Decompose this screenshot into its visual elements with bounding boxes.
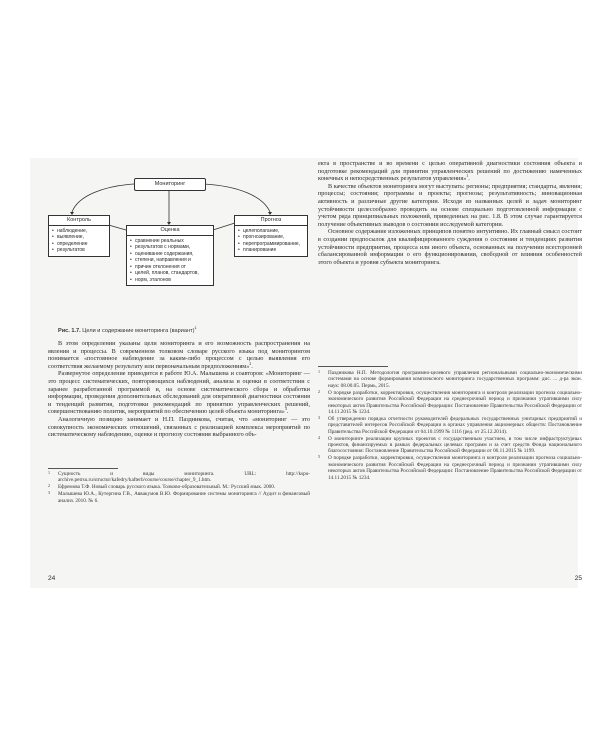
diagram-assessment-title: Оценка	[127, 226, 213, 236]
diagram-assessment-item: • сравнение реальных	[135, 238, 210, 245]
diagram-forecast-item: • перепрограммирование,	[243, 241, 304, 248]
diagram-root-label: Мониторинг	[154, 181, 186, 187]
footnote-text: Сущность и виды мониторинга. URL: http://kspu-archive.petrsu.ru/structur/kafedry/kafterb/course/course/chapter_9_1.htm.	[58, 471, 310, 484]
diagram-assessment-item: • целей, планов, стандартов,	[135, 270, 210, 277]
diagram-assessment-item: • результатов с нормами,	[135, 244, 210, 251]
left-body-text	[48, 340, 310, 439]
paragraph-end: .	[251, 362, 253, 370]
diagram-control-box	[48, 215, 110, 257]
footnote-ref: 1	[466, 173, 469, 179]
page-number: 24	[48, 575, 56, 582]
diagram-forecast-item: • целеполагание,	[243, 228, 304, 235]
right-body-text	[318, 160, 582, 266]
diagram-control-title: Контроль	[49, 216, 109, 226]
footnote-number: 2	[318, 388, 320, 394]
footnote-number: 1	[48, 470, 50, 475]
footnote-number: 4	[318, 434, 320, 440]
diagram-forecast-item: • прогнозирование,	[243, 234, 304, 241]
page-number: 25	[574, 575, 582, 582]
paragraph	[48, 370, 310, 416]
footnote-ref: 2	[249, 360, 252, 366]
footnote	[48, 484, 310, 490]
diagram-control-item: • выявление,	[57, 234, 106, 241]
diagram-assessment-list	[127, 236, 213, 286]
paragraph-text: Аналогичную позицию занимает и Н.П. Паздникова, считая, что «мониторинг — это совокупность экономических отношений, связанных с реализацией комплекса мероприятий по систематическому наблюдению, оценке и прогнозу состояния выбранного объ-	[48, 415, 310, 439]
paragraph-text: Основное содержание изложенных принципов понятно интуитивно. Их главный смысл состоит в создании предпосылок для квалифицированного суждения о состоянии и тенденциях развития устойчивости предприятия, процесса или иного объекта, основанных на получении всесторонней сбалансированной информации о его функционировании, свободной от влияния особенностей этого объекта и уровня субъекта мониторинга.	[318, 228, 582, 266]
diagram-root-box	[134, 178, 206, 191]
footnote	[318, 455, 582, 481]
diagram-control-item: • результатов	[57, 247, 106, 254]
paragraph	[48, 416, 310, 439]
diagram-assessment-item: • степени, направления и	[135, 257, 210, 264]
footnote-text: Паздникова Н.П. Методология программно-целевого управления региональными социально-экономическими системами на основе формирования комплексного мониторинга государственных программ: дис. ... д-ра экон. наук: 08.00.05. Пермь, 2015.	[328, 370, 582, 389]
figure-caption	[58, 325, 308, 334]
paragraph	[318, 183, 582, 229]
diagram-assessment-item: • причин отклонения от	[135, 264, 210, 271]
diagram-forecast-list	[235, 226, 307, 256]
figure-footnote-ref: 1	[194, 325, 197, 331]
diagram-assessment-item: • оценивание содержания,	[135, 251, 210, 258]
footnote-ref: 3	[284, 406, 287, 412]
footnote-number: 1	[318, 369, 320, 374]
diagram-assessment-box	[126, 225, 214, 286]
footnote	[318, 436, 582, 455]
figure-label: Рис. 1.7.	[58, 328, 81, 334]
paragraph	[48, 340, 310, 370]
footnote	[318, 390, 582, 416]
paragraph	[318, 160, 582, 183]
paragraph-text: Развернутое определение приводится в работе Ю.А. Малышева и соавторов: «Мониторинг — это процесс систематических, повторяющихся наблюдений, анализа и оценки в соответствии с заранее разработанной программой и, на основе систематического сбора и обработки информации, проведения дополнительных обследований для оперативной диагностики состояния и тенденций развития, подготовки рекомендаций по принятию управленческих решений, совершенствованию политик, мероприятий по обеспечению целей объекта мониторинга»	[48, 370, 310, 416]
footnote	[48, 491, 310, 504]
footnote-number: 3	[318, 414, 320, 420]
footnote-text: Об утверждении порядка отчетности руководителей федеральных государственных унитарных предприятий и представителей интересов Российской Федерации в органах управления акционерных обществ: Постановление Правительства Российской Федерации от 04.10.1999 № 1116 (ред. от 25.12.2014).	[328, 415, 582, 435]
right-page	[318, 160, 582, 585]
paragraph-end: .	[286, 408, 289, 416]
diagram-forecast-box	[234, 215, 308, 257]
diagram-assessment-item: • норм, эталонов	[135, 277, 210, 284]
footnote-text: Малышева Ю.А., Кутергина Г.В., Аввакумов В.Ю. Формирование системы мониторинга // Аудит и финансовый анализ. 2010. № 6.	[58, 491, 310, 504]
footnote-text: О мониторинге реализации крупных проектов с государственным участием, в том числе инфраструктурных проектов, финансируемых в рамках федеральных целевых программ и за счет средств Фонда национального благосостояния: Постановление Правительства Российской Федерации от 06.11.2015 № 1199.	[328, 435, 582, 455]
footnote-rule	[318, 366, 388, 367]
paragraph-text: В этом определении указаны цели мониторинга и его возможность распространения на явления и процессы. В современном толковом словаре русского языка под мониторингом понимается «постоянное наблюдение за каким-либо процессом с целью выявления его соответствия желаемому результату или первоначальным предположениям»	[48, 340, 310, 370]
footnote-text: Ефремова Т.Ф. Новый словарь русского языка. Толково-образовательный. М.: Русский язык. 2000.	[58, 484, 276, 491]
paragraph	[318, 228, 582, 266]
diagram-control-item: • наблюдение,	[57, 228, 106, 235]
footnote	[318, 370, 582, 389]
paragraph-text: В качестве объектов мониторинга могут выступать: регионы; предприятия; стандарты, явления; процессы; состояния; программы и проекты; прогнозы; результативность; инновационная активность и различные другие категории. Исходя из названных целей и задач мониторинг устойчивости целесообразно проводить на основе специально подготовленной информации с учетом ряда принципиальных положений, приведенных на рис. 1.8. В этом случае гарантируется получение объективных выводов о состоянии исследуемой категории.	[318, 182, 582, 228]
footnote-text: О порядке разработки, корректировки, осуществления мониторинга и контроля реализации прогноза социально-экономического развития Российской Федерации на среднесрочный период и признании утратившими силу некоторых актов Правительства Российской Федерации: Постановление Правительства Российской Федерации от 14.11.2015 № 1234.	[328, 389, 582, 415]
left-footnotes	[48, 471, 310, 505]
footnote	[318, 416, 582, 435]
footnote-number: 2	[48, 483, 50, 489]
diagram-forecast-item: • планирование	[243, 247, 304, 254]
paragraph-end: .	[468, 175, 470, 183]
footnote	[48, 471, 310, 484]
left-page	[48, 160, 310, 585]
diagram-control-list	[49, 226, 109, 256]
footnote-rule	[48, 468, 118, 469]
right-footnotes	[318, 370, 582, 481]
paragraph-text: екта в пространстве и во времени с целью оперативной диагностики состояния объекта и подготовке рекомендаций для принятия управленческих решений по достижению намеченных конечных и непосредственных результатов управления»	[318, 160, 582, 183]
footnote-number: 5	[318, 454, 320, 460]
diagram-control-item: • определение	[57, 241, 106, 248]
footnote-text: О порядке разработки, корректировки, осуществления мониторинга и контроля реализации прогноза социально-экономического развития Российской Федерации на среднесрочный период и признании утратившими силу некоторых актов Правительства Российской Федерации: Постановление Правительства Российской Федерации от 14.11.2015 № 1234.	[328, 455, 582, 481]
figure-title: Цели и содержание мониторинга (вариант)	[82, 328, 195, 334]
diagram-forecast-title: Прогноз	[235, 216, 307, 226]
footnote-number: 3	[48, 490, 50, 496]
